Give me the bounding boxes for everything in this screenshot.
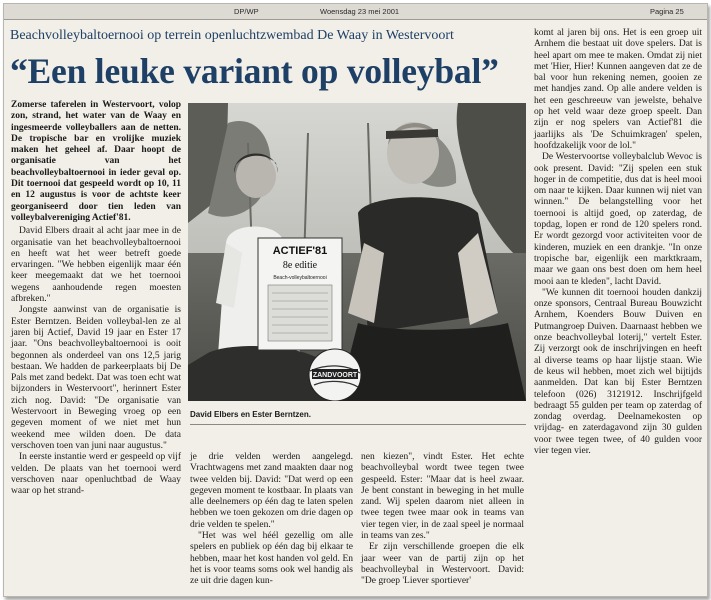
body-paragraph: Er zijn verschillende groepen die elk jaar weer van de partij zijn op het beachvolleybal in Westervoort. David: "De groep 'Liever sportiever' — [361, 542, 524, 587]
caption-divider — [190, 424, 526, 425]
body-paragraph: In eerste instantie werd er gespeeld op vijf velden. De plaats van het toernooi werd verschoven naar openluchtbad de Waay waar op het strand- — [11, 452, 181, 497]
body-paragraph: komt al jaren bij ons. Het is een groep uit Arnhem die bestaat uit dove spelers. Dat is heel apart om mee te maken. Omdat zij niet met 'Hier, Hier! Kunnen aangeven dat ze de bal voor hun rekening nemen, gooien ze met handjes zand. Op alle andere velden is het een geschreeuw van jewelste, behalve op het veld waar deze groep speelt. Dan zijn er nog spelers van Actief'81 die jaarlijks als 'De Schuimkragen' spelen, hoofdzakelijk voor de lol." — [534, 28, 702, 151]
body-paragraph: Jongste aanwinst van de organisatie is Ester Berntzen. Beiden volleybal-len ze al jaren bij Actief, David 19 jaar en Ester 17 jaar. "Ons beachvolleybaltoernooi is ooit begonnen als onderdeel van ons 12,5 jarig bestaan. We hadden de parkeerplaats bij De Pals met zand bedekt. Dat was toen echt wat bijzonders in Westervoort", herinnert Ester zich nog. David: "De organisatie van Westervoort in Beweging vroeg op een gegeven moment of we niet met hun weekend mee wilden doen. De data verschoven toen van juni naar augustus." — [11, 305, 181, 451]
article-kicker: Beachvolleybaltoernooi op terrein openluchtzwembad De Waay in Westervoort — [10, 28, 454, 43]
sign-title: ACTIEF'81 — [272, 245, 328, 257]
photo-caption: David Elbers en Ester Berntzen. — [190, 410, 311, 419]
page-header — [4, 4, 707, 20]
article-photo — [188, 103, 526, 401]
article-column-4 — [534, 28, 702, 457]
body-paragraph: David Elbers draait al acht jaar mee in de organisatie van het beachvolleybaltoernooi en heeft wat het weer betreft goede ervaringen. "We hebben eigenlijk maar één keer meegemaakt dat we het toernooi wegens aanhoudende regen moesten afbreken." — [11, 226, 181, 305]
issue-date: Woensdag 23 mei 2001 — [320, 7, 400, 16]
sign-subtitle: Beach-volleybaltoernooi — [273, 275, 327, 281]
article-column-2 — [190, 452, 353, 588]
sign-edition: 8e editie — [282, 260, 318, 271]
page-number: Pagina 25 — [650, 7, 684, 16]
newspaper-clipping — [3, 3, 708, 597]
body-paragraph: je drie velden werden aangelegd. Vrachtwagens met zand maakten daar nog twee velden bij. David: "Dat werd op een gegeven moment te kostbaar. In plaats van alle deelnemers op één dag te laten spelen hebben we toen gekozen om drie dagen op drie velden te spelen." — [190, 452, 353, 530]
article-column-1 — [11, 100, 181, 497]
article-headline: “Een leuke variant op volleybal” — [10, 51, 499, 91]
body-paragraph: "We kunnen dit toernooi houden dankzij onze sponsors, Centraal Bureau Bouwzicht Arnhem, Koenders Bouw Duiven en Putmangroep Duiven. Daarnaast hebben we onze beachvolleybal loterij," vertelt Ester. Zij verzorgt ook de inschrijvingen en heeft al diverse teams op haar lijstje staan. Wie de keus wil hebben, moet zich wel bijtijds aanmelden. Dat kan bij Ester Berntzen telefoon (026) 3121912. Inschrijfgeld bedraagt 55 gulden per team op zaterdag of zondag overdag. Deelnamekosten op vrijdag- en zaterdagavond zijn 30 gulden voor twee tegen twee, of 40 gulden voor vier tegen vier. — [534, 287, 702, 456]
body-paragraph: De Westervoortse volleybalclub Wevoc is ook present. David: "Zij spelen een stuk hoger in de competitie, dus dat is heel mooi om naar te kijken. Daar kunnen wij niet van winnen." De belangstelling voor het toernooi is altijd goed, op zaterdag, de topdag, lopen er rond de 120 spelers rond. Er wordt gezorgd voor activiteiten voor de kinderen, muziek en een drankje. "In onze tropische bar, eigenlijk een marktkraam, maar we gaan ons best doen om hem heel mooi aan te kleden", lacht David. — [534, 152, 702, 287]
body-paragraph: nen kiezen", vindt Ester. Het echte beachvolleybal wordt twee tegen twee gespeeld. Ester: "Maar dat is heel zwaar. Je bent constant in beweging in het mulle zand. Wij spelen daarom niet alleen in twee tegen twee maar ook in teams van vier tegen vier, in de zaal speel je normaal in teams van zes." — [361, 452, 524, 542]
ball-brand: ZANDVOORT — [312, 372, 358, 379]
section-label: DP/WP — [234, 7, 259, 16]
article-column-3 — [361, 452, 524, 588]
body-paragraph: "Het was wel héél gezellig om alle spelers en publiek op één dag bij elkaar te hebben, maar het kost handen vol geld. En het is voor teams soms ook wel handig als ze uit drie dagen kun- — [190, 531, 353, 587]
lead-paragraph: Zomerse taferelen in Westervoort, volop zon, strand, het water van de Waay en ingesmeerde volleyballers aan de netten. De tropische bar en vrolijke muziek maken het geheel af. Daar hoopt de organisatie van het beachvolleybaltoernooi in ieder geval op. Dit toernooi dat gespeeld wordt op 10, 11 en 12 augustus is voor de achtste keer georganiseerd door tien leden van volleybalvereniging Actief'81. — [11, 100, 181, 223]
